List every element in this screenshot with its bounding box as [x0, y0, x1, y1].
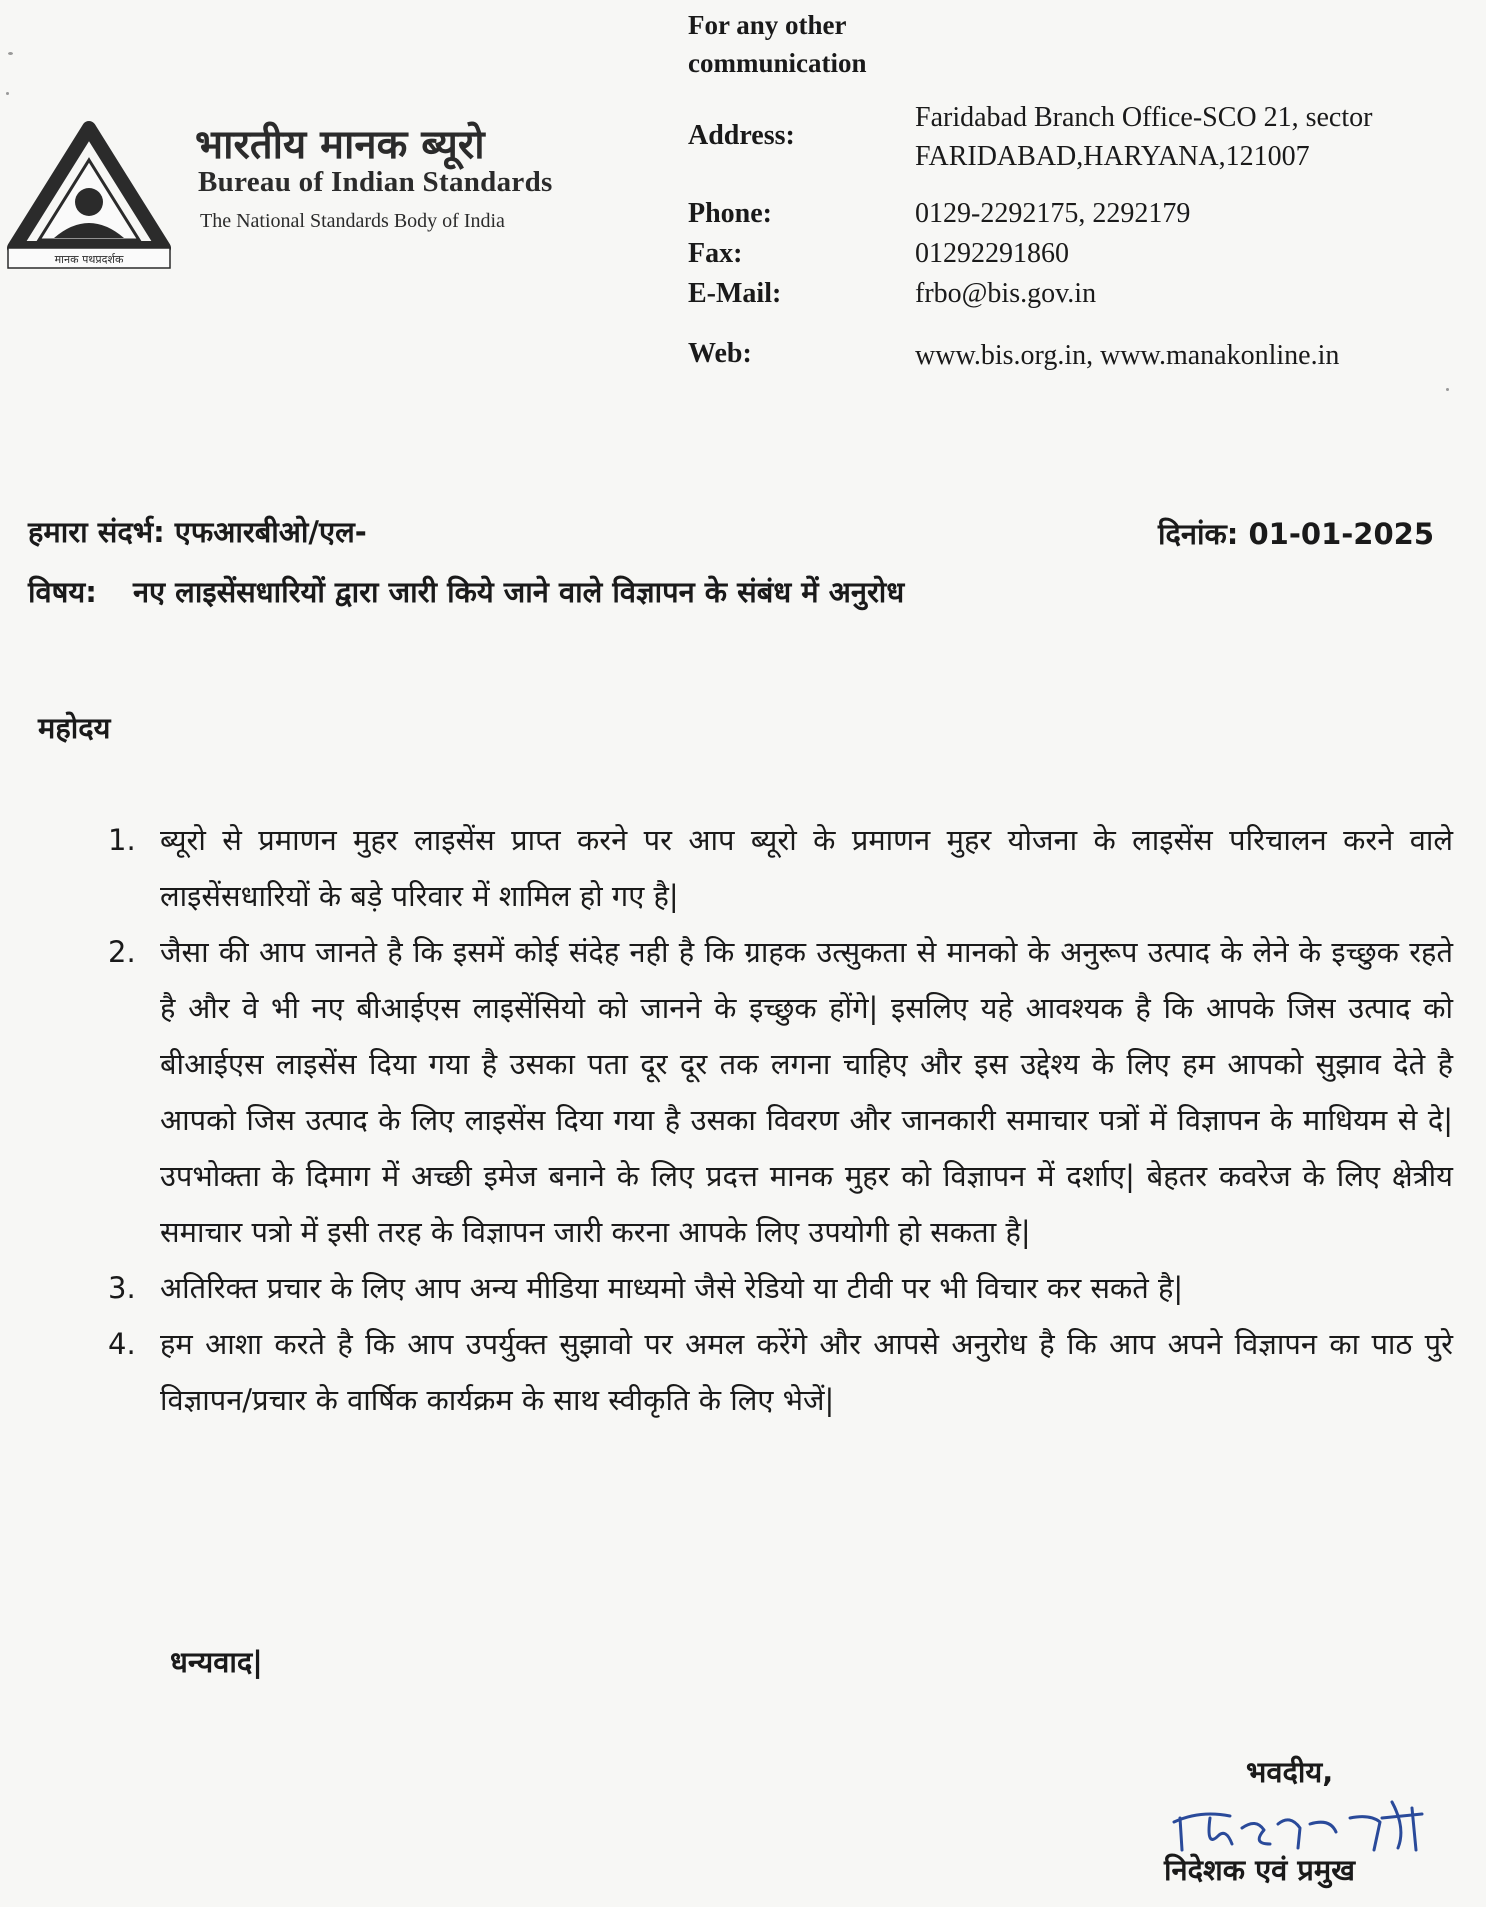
scan-speck [8, 52, 13, 55]
contact-heading [688, 6, 867, 82]
paragraph-item [108, 812, 1453, 924]
paragraph-text: हम आशा करते है कि आप उपर्युक्त सुझावो पर अमल करेंगे और आपसे अनुरोध है कि आप अपने विज्ञापन का पाठ पुरे विज्ञापन/प्रचार के वार्षिक कार्यक्रम के साथ स्वीकृति के लिए भेजें| [160, 1327, 1453, 1417]
paragraph-number: 3. [108, 1271, 136, 1305]
paragraph-text: जैसा की आप जानते है कि इसमें कोई संदेह नही है कि ग्राहक उत्सुकता से मानको के अनुरूप उत्पाद के लेने के इच्छुक रहते है और वे भी नए बीआईएस लाइसेंसियो को जानने के इच्छुक होंगे| इसलिए यहे आवश्यक है कि आपके जिस उत्पाद को बीआईएस लाइसेंस दिया गया है उसका पता दूर दूर तक लगना चाहिए और इस उद्देश्य के लिए हम आपको सुझाव देते है आपको जिस उत्पाद के लिए लाइसेंस दिया गया है उसका विवरण और जानकारी समाचार पत्रों में विज्ञापन के माधियम से दे| उपभोक्ता के दिमाग में अच्छी इमेज बनाने के लिए प्रदत्त मानक मुहर को विज्ञापन में दर्शाए| बेहतर कवरेज के लिए क्षेत्रीय समाचार पत्रो में इसी तरह के विज्ञापन जारी करना आपके लिए उपयोगी हो सकता है| [160, 935, 1453, 1249]
email-label: E-Mail: [688, 278, 782, 309]
closing-line: भवदीय, [1246, 1755, 1334, 1789]
org-name-hindi: भारतीय मानक ब्यूरो [195, 122, 485, 168]
subject-text: नए लाइसेंसधारियों द्वारा जारी किये जाने वाले विज्ञापन के संबंध में अनुरोध [132, 575, 905, 609]
email-value[interactable]: frbo@bis.gov.in [915, 278, 1097, 309]
paragraph-item [108, 1260, 1453, 1316]
address-line1: Faridabad Branch Office-SCO 21, sector [915, 102, 1373, 133]
phone-value: 0129-2292175, 2292179 [915, 198, 1191, 229]
org-tagline: The National Standards Body of India [200, 210, 505, 232]
subject-label: विषय: [28, 575, 97, 609]
phone-label: Phone: [688, 198, 772, 229]
svg-text:मानक पथप्रदर्शक: मानक पथप्रदर्शक [54, 253, 124, 266]
address-label: Address: [688, 120, 795, 151]
web-label: Web: [688, 338, 752, 369]
designation: निदेशक एवं प्रमुख [1164, 1853, 1355, 1887]
letter-date: दिनांक: 01-01-2025 [1158, 517, 1434, 551]
paragraph-number: 2. [108, 935, 136, 969]
paragraph-text: ब्यूरो से प्रमाणन मुहर लाइसेंस प्राप्त करने पर आप ब्यूरो के प्रमाणन मुहर योजना के लाइसेंस परिचालन करने वाले लाइसेंसधारियों के बड़े परिवार में शामिल हो गए है| [160, 823, 1453, 913]
bis-logo [4, 120, 174, 270]
paragraph-list [108, 812, 1453, 1428]
salutation: महोदय [38, 711, 111, 745]
org-name-english: Bureau of Indian Standards [198, 166, 553, 198]
scan-speck [1446, 388, 1449, 391]
scan-speck [6, 92, 9, 95]
subject-line [28, 572, 1448, 611]
contact-heading-line2: communication [688, 48, 867, 78]
paragraph-text: अतिरिक्त प्रचार के लिए आप अन्य मीडिया माध्यमो जैसे रेडियो या टीवी पर भी विचार कर सकते है| [160, 1271, 1184, 1305]
thanks-line: धन्यवाद| [170, 1645, 263, 1679]
reference-number: हमारा संदर्भ: एफआरबीओ/एल- [28, 515, 367, 549]
address-line2: FARIDABAD,HARYANA,121007 [915, 141, 1310, 172]
fax-value: 01292291860 [915, 238, 1069, 269]
paragraph-number: 4. [108, 1327, 136, 1361]
paragraph-item [108, 924, 1453, 1260]
contact-heading-line1: For any other [688, 10, 847, 40]
fax-label: Fax: [688, 238, 743, 269]
paragraph-number: 1. [108, 823, 136, 857]
paragraph-item [108, 1316, 1453, 1428]
web-value[interactable]: www.bis.org.in, www.manakonline.in [915, 340, 1340, 371]
